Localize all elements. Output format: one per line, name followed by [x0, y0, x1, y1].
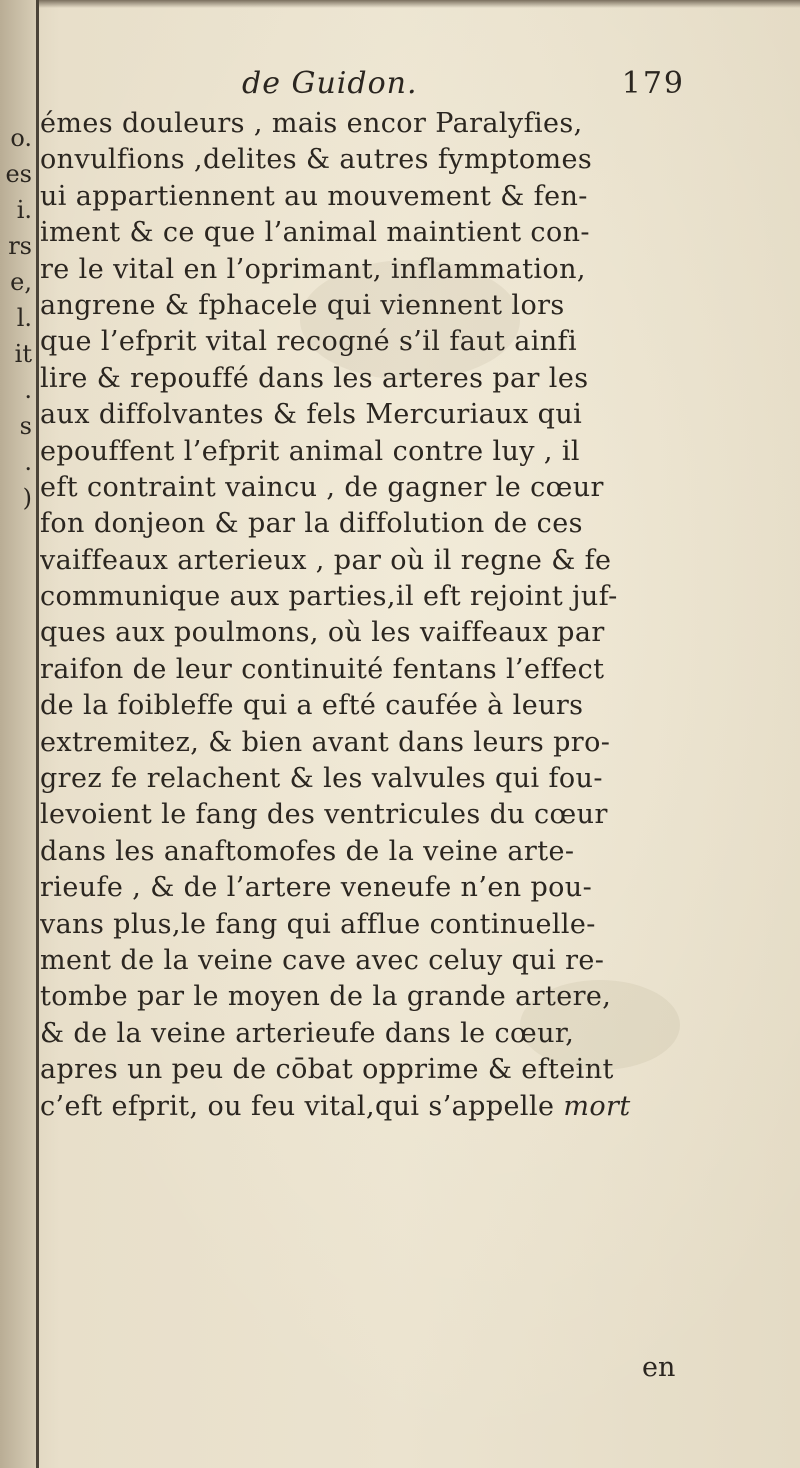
text-line: que l’efprit vital recogné s’il faut ainfi [40, 326, 577, 358]
facing-page-fragment: s [19, 412, 32, 440]
text-line: grez fe relachent & les valvules qui fou- [40, 763, 603, 795]
facing-page-fragment: o. [10, 124, 32, 152]
text-line: tombe par le moyen de la grande artere, [40, 981, 612, 1013]
text-line: re le vital en l’oprimant, inflammation, [40, 253, 586, 285]
text-line: levoient le fang des ventricules du cœur [40, 799, 608, 831]
body-text [40, 106, 690, 1125]
text-line: lire & repouffé dans les arteres par les [40, 362, 589, 394]
text-line: epouffent l’efprit animal contre luy , il [40, 435, 580, 467]
text-line: aux diffolvantes & fels Mercuriaux qui [40, 399, 583, 431]
text-line: communique aux parties,il eft rejoint juf- [40, 581, 618, 613]
facing-page-fragment: l. [16, 304, 32, 332]
text-line: émes douleurs , mais encor Paralyfies, [40, 108, 583, 139]
italic-word: mort [563, 1090, 631, 1122]
running-head: de Guidon. [242, 66, 418, 101]
page-number: 179 [621, 66, 685, 101]
text-line: iment & ce que l’animal maintient con- [40, 217, 590, 249]
facing-page-fragments [0, 120, 34, 516]
facing-page-fragment: it [14, 340, 32, 368]
text-line: de la foibleffe qui a efté caufée à leurs [40, 690, 584, 722]
text-line: c’eft efprit, ou feu vital,qui s’appelle mort [40, 1090, 631, 1122]
facing-page-fragment: . [24, 376, 32, 404]
text-line: angrene & fphacele qui viennent lors [40, 289, 565, 321]
text-line: onvulfions ,delites & autres fymptomes [40, 144, 593, 176]
facing-page-fragment: ) [22, 484, 32, 512]
text-line: eft contraint vaincu , de gagner le cœur [40, 471, 604, 503]
text-line: & de la veine arterieufe dans le cœur, [40, 1017, 575, 1049]
facing-page-fragment: rs [8, 232, 32, 260]
text-line: extremitez, & bien avant dans leurs pro- [40, 726, 611, 758]
facing-page-fragment: i. [16, 196, 32, 224]
page-header [40, 66, 685, 106]
text-line: apres un peu de cōbat opprime & efteint [40, 1054, 614, 1086]
facing-page-fragment: es [5, 160, 32, 188]
catchword: en [642, 1352, 676, 1383]
text-line: fon donjeon & par la diffolution de ces [40, 508, 583, 540]
text-line: vaiffeaux arterieux , par où il regne & fe [40, 544, 612, 576]
text-line: dans les anaftomofes de la veine arte- [40, 835, 575, 867]
text-line: ment de la veine cave avec celuy qui re- [40, 944, 605, 976]
text-line: ques aux poulmons, où les vaiffeaux par [40, 617, 605, 649]
page-top-edge [0, 0, 800, 8]
text-line: rieufe , & de l’artere veneufe n’en pou- [40, 872, 593, 904]
facing-page-fragment: e, [10, 268, 32, 296]
text-line: raifon de leur continuité fentans l’effect [40, 653, 605, 685]
text-line: vans plus,le fang qui afflue continuelle- [40, 908, 596, 940]
facing-page-fragment: . [24, 448, 32, 476]
text-line: ui appartiennent au mouvement & fen- [40, 180, 588, 212]
